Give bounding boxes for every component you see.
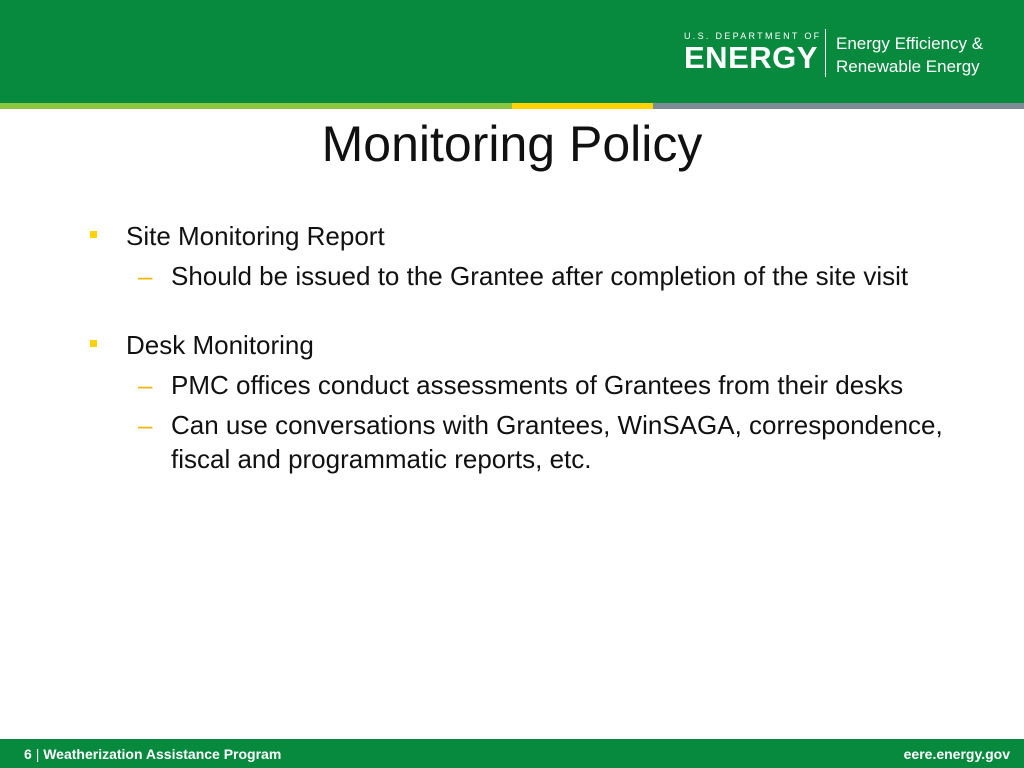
slide-content <box>88 219 948 511</box>
eere-line-2: Renewable Energy <box>836 57 980 76</box>
header-stripe-gray <box>653 103 1024 109</box>
square-bullet-icon <box>90 340 97 347</box>
sub-bullet <box>126 368 948 402</box>
footer-left <box>24 746 281 762</box>
square-bullet-icon <box>90 231 97 238</box>
footer-bar <box>0 739 1024 768</box>
bullet-text: Desk Monitoring <box>126 330 314 360</box>
header-bar <box>0 0 1024 103</box>
sub-bullet-text: PMC offices conduct assessments of Grantees from their desks <box>171 370 904 400</box>
doe-logo-small-text: U.S. DEPARTMENT OF <box>684 31 822 41</box>
page-number: 6 <box>24 746 32 762</box>
sub-bullet <box>126 259 948 293</box>
bullet-text: Site Monitoring Report <box>126 221 385 251</box>
header-stripe-lime <box>0 103 512 109</box>
footer-separator: | <box>35 746 40 762</box>
bullet-site-monitoring <box>88 219 948 293</box>
bullet-desk-monitoring <box>88 328 948 476</box>
sub-bullet <box>126 408 948 476</box>
footer-url[interactable]: eere.energy.gov <box>903 746 1010 762</box>
eere-wordmark <box>836 32 983 78</box>
dash-icon: – <box>138 261 153 291</box>
dash-icon: – <box>138 370 153 400</box>
dash-icon: – <box>138 410 153 440</box>
logo-divider <box>825 29 826 77</box>
slide-title: Monitoring Policy <box>321 116 703 172</box>
header-stripe-yellow <box>512 103 653 109</box>
program-name: Weatherization Assistance Program <box>43 746 282 762</box>
sub-bullet-text: Can use conversations with Grantees, WinSAGA, correspondence, fiscal and programmatic reports, etc. <box>171 410 943 474</box>
doe-logo <box>684 31 821 74</box>
doe-logo-big-text: ENERGY <box>684 40 818 75</box>
eere-line-1: Energy Efficiency & <box>836 34 984 53</box>
sub-bullet-text: Should be issued to the Grantee after completion of the site visit <box>171 261 909 291</box>
